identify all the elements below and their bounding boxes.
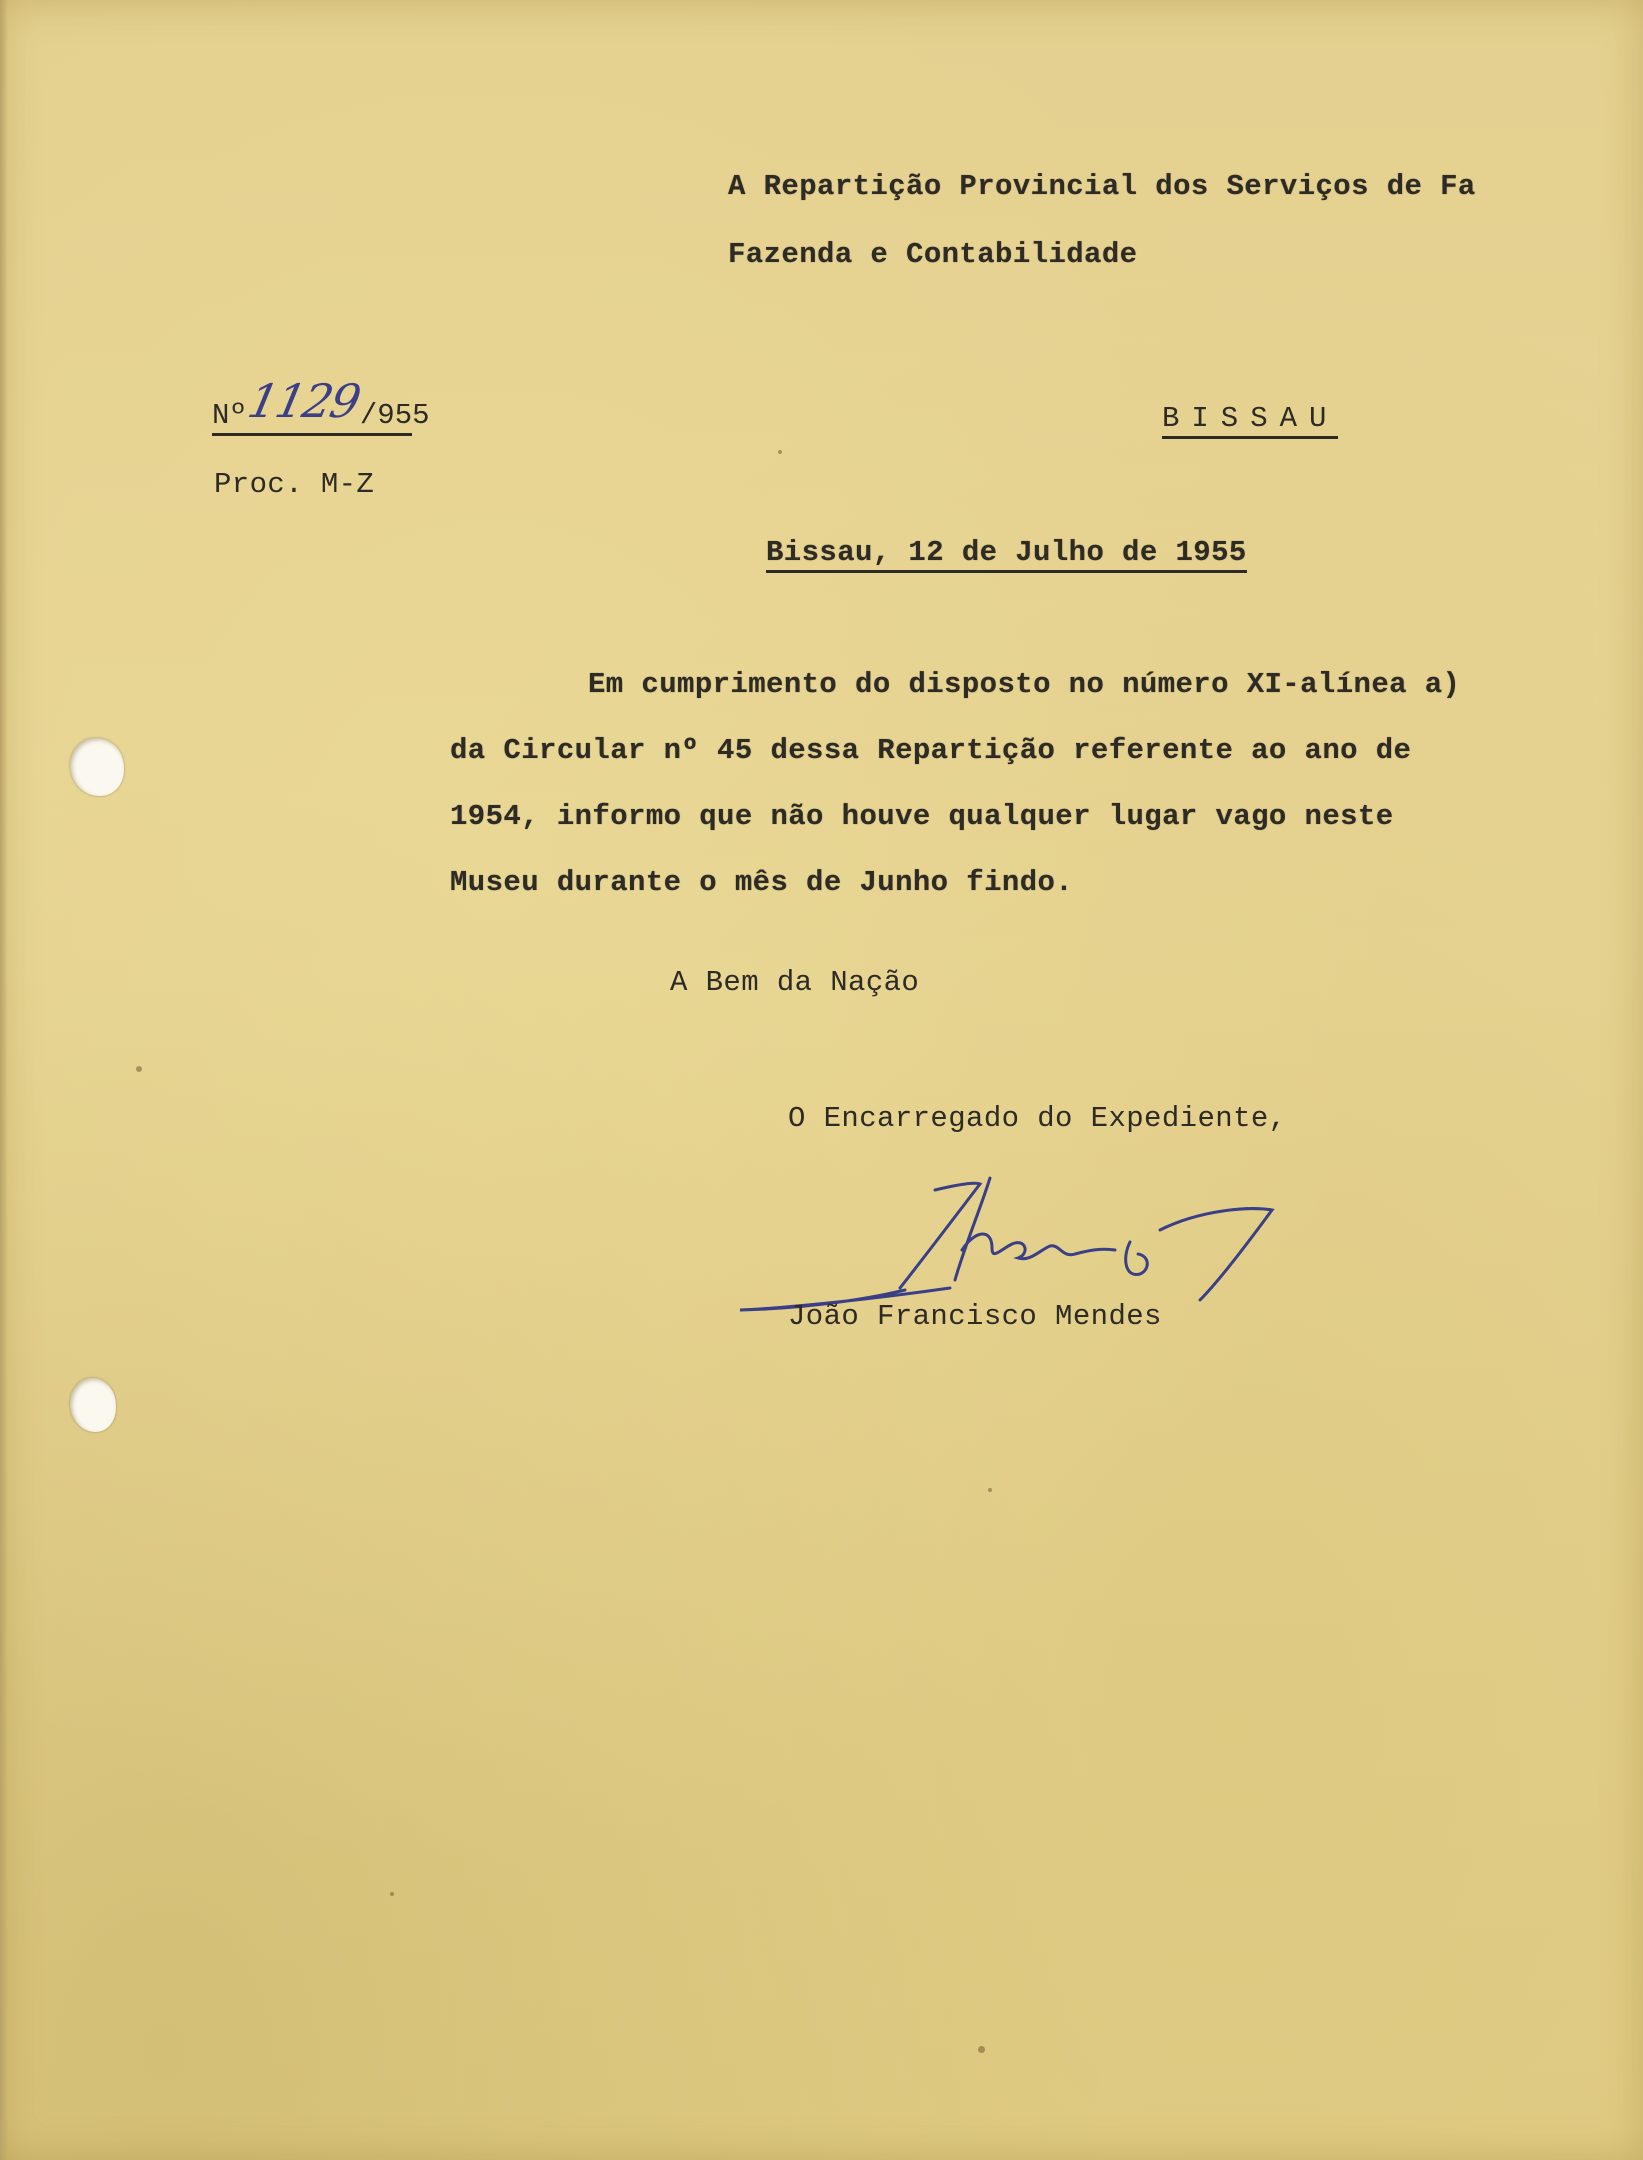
recipient-line-2: Fazenda e Contabilidade [728, 238, 1138, 271]
body-line-1: Em cumprimento do disposto no número XI-alínea a) [588, 668, 1461, 701]
letter-date: Bissau, 12 de Julho de 1955 [766, 536, 1247, 573]
recipient-line-1: A Repartição Provincial dos Serviços de Fa [728, 170, 1476, 203]
salutation: A Bem da Nação [670, 966, 920, 999]
reference-underline [212, 433, 412, 436]
paper-speck [978, 2046, 985, 2053]
body-line-3: 1954, informo que não houve qualquer lugar vago neste [450, 800, 1394, 833]
reference-number [212, 374, 430, 434]
page-edge-shadow [0, 0, 8, 2160]
punch-hole-lower [70, 1378, 116, 1432]
reference-suffix: /955 [359, 399, 430, 432]
signatory-title: O Encarregado do Expediente, [788, 1102, 1287, 1135]
destination-city: BISSAU [1162, 402, 1338, 439]
reference-prefix: Nº [212, 399, 247, 432]
punch-hole-upper [70, 738, 124, 796]
reference-handwritten: 1129 [243, 374, 364, 428]
body-line-2: da Circular nº 45 dessa Repartição referente ao ano de [450, 734, 1412, 767]
signatory-name: João Francisco Mendes [788, 1300, 1162, 1333]
process-code: Proc. M-Z [214, 468, 375, 501]
paper-speck [136, 1066, 142, 1072]
body-line-4: Museu durante o mês de Junho findo. [450, 866, 1074, 899]
paper-speck [390, 1892, 394, 1896]
paper-speck [778, 450, 782, 454]
paper-speck [988, 1488, 992, 1492]
